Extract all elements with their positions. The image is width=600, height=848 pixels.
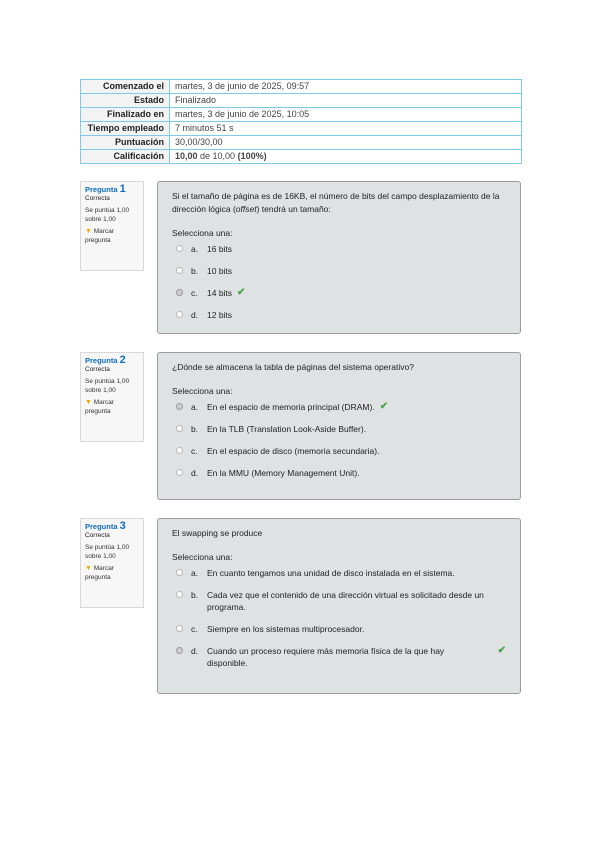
option-text: En el espacio de memoria principal (DRAM).	[207, 402, 375, 412]
question-box-1	[157, 181, 521, 334]
option-text: 14 bits	[207, 288, 233, 298]
answer-option-selected[interactable]	[176, 287, 506, 299]
flag-icon: ▼	[85, 399, 92, 406]
radio-button[interactable]	[176, 267, 183, 274]
question-text-part: Si el tamaño de página es de 16KB, el número de bits del campo desplazamiento de la dirección lógica (	[172, 191, 500, 214]
option-letter: b.	[191, 266, 199, 276]
answer-prompt: Selecciona una:	[172, 228, 233, 238]
radio-button[interactable]	[176, 569, 183, 576]
question-text: El swapping se produce	[172, 528, 263, 538]
question-num: 1	[119, 183, 126, 195]
option-text: 12 bits	[207, 310, 233, 320]
answer-option-selected[interactable]	[176, 401, 506, 413]
question-label: Pregunta	[85, 522, 118, 531]
flag-label: Marcar pregunta	[85, 565, 114, 581]
question-box-3	[157, 518, 521, 694]
summary-value: martes, 3 de junio de 2025, 09:57	[170, 80, 522, 94]
question-num: 3	[119, 520, 126, 532]
summary-key: Comenzado el	[81, 80, 170, 94]
radio-button[interactable]	[176, 591, 183, 598]
option-letter: b.	[191, 590, 199, 600]
question-info-2	[80, 352, 144, 442]
question-score: Se puntúa 1,00 sobre 1,00	[85, 378, 130, 394]
summary-row	[81, 80, 522, 94]
radio-button-selected[interactable]	[176, 403, 183, 410]
summary-row	[81, 108, 522, 122]
answer-option[interactable]	[176, 265, 506, 277]
option-text: Siempre en los sistemas multiprocesador.	[207, 624, 365, 634]
answer-prompt: Selecciona una:	[172, 552, 233, 562]
option-letter: c.	[191, 446, 198, 456]
question-status: Correcta	[85, 532, 110, 539]
option-text: En cuanto tengamos una unidad de disco instalada en el sistema.	[207, 568, 455, 578]
radio-button-selected[interactable]	[176, 647, 183, 654]
answer-option[interactable]	[176, 589, 506, 613]
option-text: Cuando un proceso requiere más memoria física de la que hay disponible.	[207, 646, 445, 668]
option-letter: c.	[191, 288, 198, 298]
question-status: Correcta	[85, 366, 110, 373]
grade-value	[170, 150, 522, 164]
summary-value: 30,00/30,00	[170, 136, 522, 150]
summary-key: Finalizado en	[81, 108, 170, 122]
answer-option[interactable]	[176, 309, 506, 321]
option-text: Cada vez que el contenido de una dirección virtual es solicitado desde un programa.	[207, 590, 484, 612]
answer-option[interactable]	[176, 467, 506, 479]
flag-icon: ▼	[85, 228, 92, 235]
option-text: En el espacio de disco (memoria secundaria).	[207, 446, 380, 456]
answer-prompt: Selecciona una:	[172, 386, 233, 396]
summary-row	[81, 136, 522, 150]
option-text: En la TLB (Translation Look-Aside Buffer).	[207, 424, 367, 434]
summary-row	[81, 94, 522, 108]
option-text: En la MMU (Memory Management Unit).	[207, 468, 360, 478]
answer-option[interactable]	[176, 445, 506, 457]
summary-row	[81, 122, 522, 136]
summary-value: 7 minutos 51 s	[170, 122, 522, 136]
correct-check-icon: ✔	[237, 287, 246, 298]
radio-button[interactable]	[176, 311, 183, 318]
correct-check-icon: ✔	[497, 645, 506, 656]
answer-option[interactable]	[176, 623, 506, 635]
answer-option[interactable]	[176, 243, 506, 255]
grade-percent: (100%)	[237, 151, 267, 161]
question-text: ¿Dónde se almacena la tabla de páginas del sistema operativo?	[172, 362, 414, 372]
summary-key: Puntuación	[81, 136, 170, 150]
summary-row-grade	[81, 150, 522, 164]
flag-question-link[interactable]	[85, 398, 139, 416]
question-info-3	[80, 518, 144, 608]
answer-option-selected[interactable]	[176, 645, 506, 669]
radio-button[interactable]	[176, 447, 183, 454]
question-number	[85, 522, 139, 531]
summary-key: Calificación	[81, 150, 170, 164]
question-num: 2	[119, 354, 126, 366]
question-score: Se puntúa 1,00 sobre 1,00	[85, 207, 130, 223]
option-letter: a.	[191, 402, 199, 412]
question-text	[172, 190, 506, 216]
attempt-summary-table	[80, 79, 522, 164]
answer-option[interactable]	[176, 567, 506, 579]
question-label: Pregunta	[85, 356, 118, 365]
grade-of: de 10,00	[197, 151, 238, 161]
radio-button[interactable]	[176, 425, 183, 432]
option-letter: c.	[191, 624, 198, 634]
question-score: Se puntúa 1,00 sobre 1,00	[85, 544, 130, 560]
option-letter: d.	[191, 646, 199, 656]
question-status: Correcta	[85, 195, 110, 202]
question-label: Pregunta	[85, 185, 118, 194]
flag-label: Marcar pregunta	[85, 228, 114, 244]
option-text: 10 bits	[207, 266, 233, 276]
question-number	[85, 356, 139, 365]
flag-question-link[interactable]	[85, 227, 139, 245]
option-letter: a.	[191, 568, 199, 578]
answer-option[interactable]	[176, 423, 506, 435]
option-letter: a.	[191, 244, 199, 254]
summary-key: Tiempo empleado	[81, 122, 170, 136]
option-letter: d.	[191, 468, 199, 478]
flag-label: Marcar pregunta	[85, 399, 114, 415]
correct-check-icon: ✔	[379, 401, 389, 412]
summary-value: Finalizado	[170, 94, 522, 108]
question-box-2	[157, 352, 521, 500]
radio-button[interactable]	[176, 245, 183, 252]
flag-icon: ▼	[85, 565, 92, 572]
radio-button[interactable]	[176, 469, 183, 476]
grade-score: 10,00	[175, 151, 198, 161]
question-info-1	[80, 181, 144, 271]
option-letter: d.	[191, 310, 199, 320]
flag-question-link[interactable]	[85, 564, 139, 582]
question-text-part: ) tendrá un tamaño:	[256, 204, 331, 214]
summary-key: Estado	[81, 94, 170, 108]
radio-button-selected[interactable]	[176, 289, 183, 296]
option-letter: b.	[191, 424, 199, 434]
radio-button[interactable]	[176, 625, 183, 632]
summary-value: martes, 3 de junio de 2025, 10:05	[170, 108, 522, 122]
question-text-em: offset	[235, 204, 257, 214]
option-text: 16 bits	[207, 244, 233, 254]
question-number	[85, 185, 139, 194]
